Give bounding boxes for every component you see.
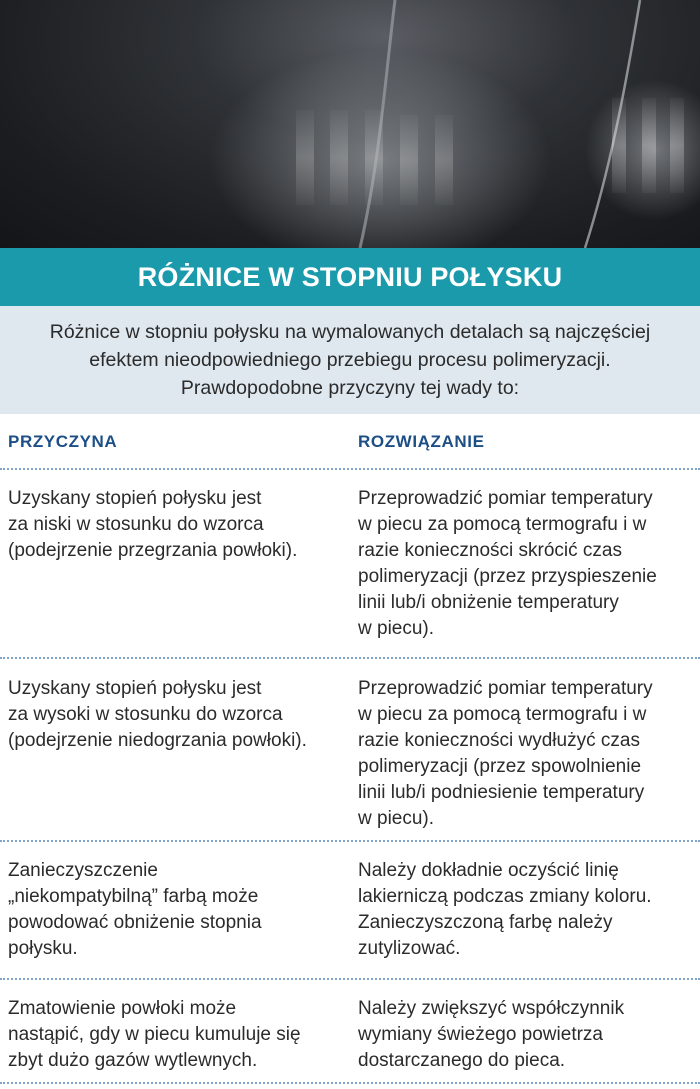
- solution-line: wymiany świeżego powietrza: [358, 1024, 603, 1045]
- cause-line: zbyt dużo gazów wytlewnych.: [8, 1050, 258, 1071]
- solution-line: w piecu za pomocą termografu i w: [358, 704, 647, 725]
- cause-line: (podejrzenie niedogrzania powłoki).: [8, 730, 307, 751]
- solution-line: linii lub/i podniesienie temperatury: [358, 782, 645, 803]
- solution-line: razie konieczności wydłużyć czas: [358, 730, 640, 751]
- cause-line: nastąpić, gdy w piecu kumuluje się: [8, 1024, 301, 1045]
- row-divider: [0, 657, 700, 659]
- solution-line: w piecu za pomocą termografu i w: [358, 514, 647, 535]
- cause-line: Uzyskany stopień połysku jest: [8, 488, 262, 509]
- solution-line: polimeryzacji (przez spowolnienie: [358, 756, 642, 777]
- row-divider: [0, 840, 700, 842]
- cause-line: „niekompatybilną” farbą może: [8, 886, 259, 907]
- intro-text: Różnice w stopniu połysku na wymalowanych detalach są najczęściej efektem nieodpowiedniego przebiegu procesu polimeryzacji. Prawdopodobne przyczyny tej wady to:: [49, 321, 651, 399]
- solution-line: linii lub/i obniżenie temperatury: [358, 592, 619, 613]
- cause-line: Zmatowienie powłoki może: [8, 998, 237, 1019]
- cause-cell: [8, 676, 348, 754]
- cause-line: powodować obniżenie stopnia: [8, 912, 262, 933]
- column-header-solution: ROZWIĄZANIE: [358, 432, 485, 451]
- cause-line: Zanieczyszczenie: [8, 860, 158, 881]
- solution-line: polimeryzacji (przez przyspieszenie: [358, 566, 657, 587]
- cause-cell: [8, 996, 348, 1074]
- solution-line: Należy dokładnie oczyścić linię: [358, 860, 619, 881]
- header-photo: [0, 0, 700, 248]
- cause-cell: [8, 486, 348, 564]
- solution-line: Przeprowadzić pomiar temperatury: [358, 488, 653, 509]
- cause-line: (podejrzenie przegrzania powłoki).: [8, 540, 298, 561]
- solution-cell: [358, 676, 696, 832]
- glossy-panel-photo: [0, 0, 700, 248]
- solution-line: Przeprowadzić pomiar temperatury: [358, 678, 653, 699]
- solution-line: w piecu).: [358, 808, 435, 829]
- solution-cell: [358, 486, 696, 642]
- page-title: RÓŻNICE W STOPNIU POŁYSKU: [137, 261, 563, 292]
- cause-line: za wysoki w stosunku do wzorca: [8, 704, 283, 725]
- row-divider: [0, 1082, 700, 1084]
- solution-line: dostarczanego do pieca.: [358, 1050, 566, 1071]
- cause-line: za niski w stosunku do wzorca: [8, 514, 264, 535]
- solution-cell: [358, 858, 696, 962]
- cause-cell: [8, 858, 348, 962]
- cause-line: połysku.: [8, 938, 78, 959]
- solution-cell: [358, 996, 696, 1074]
- title-band: [0, 248, 700, 306]
- solution-line: lakierniczą podczas zmiany koloru.: [358, 886, 652, 907]
- column-header-cause: PRZYCZYNA: [8, 432, 118, 451]
- solution-line: razie konieczności skrócić czas: [358, 540, 622, 561]
- intro-box: [0, 306, 700, 414]
- solution-line: Należy zwiększyć współczynnik: [358, 998, 625, 1019]
- cause-line: Uzyskany stopień połysku jest: [8, 678, 262, 699]
- row-divider: [0, 468, 700, 470]
- solution-line: zutylizować.: [358, 938, 461, 959]
- row-divider: [0, 978, 700, 980]
- solution-line: Zanieczyszczoną farbę należy: [358, 912, 613, 933]
- solution-line: w piecu).: [358, 618, 435, 639]
